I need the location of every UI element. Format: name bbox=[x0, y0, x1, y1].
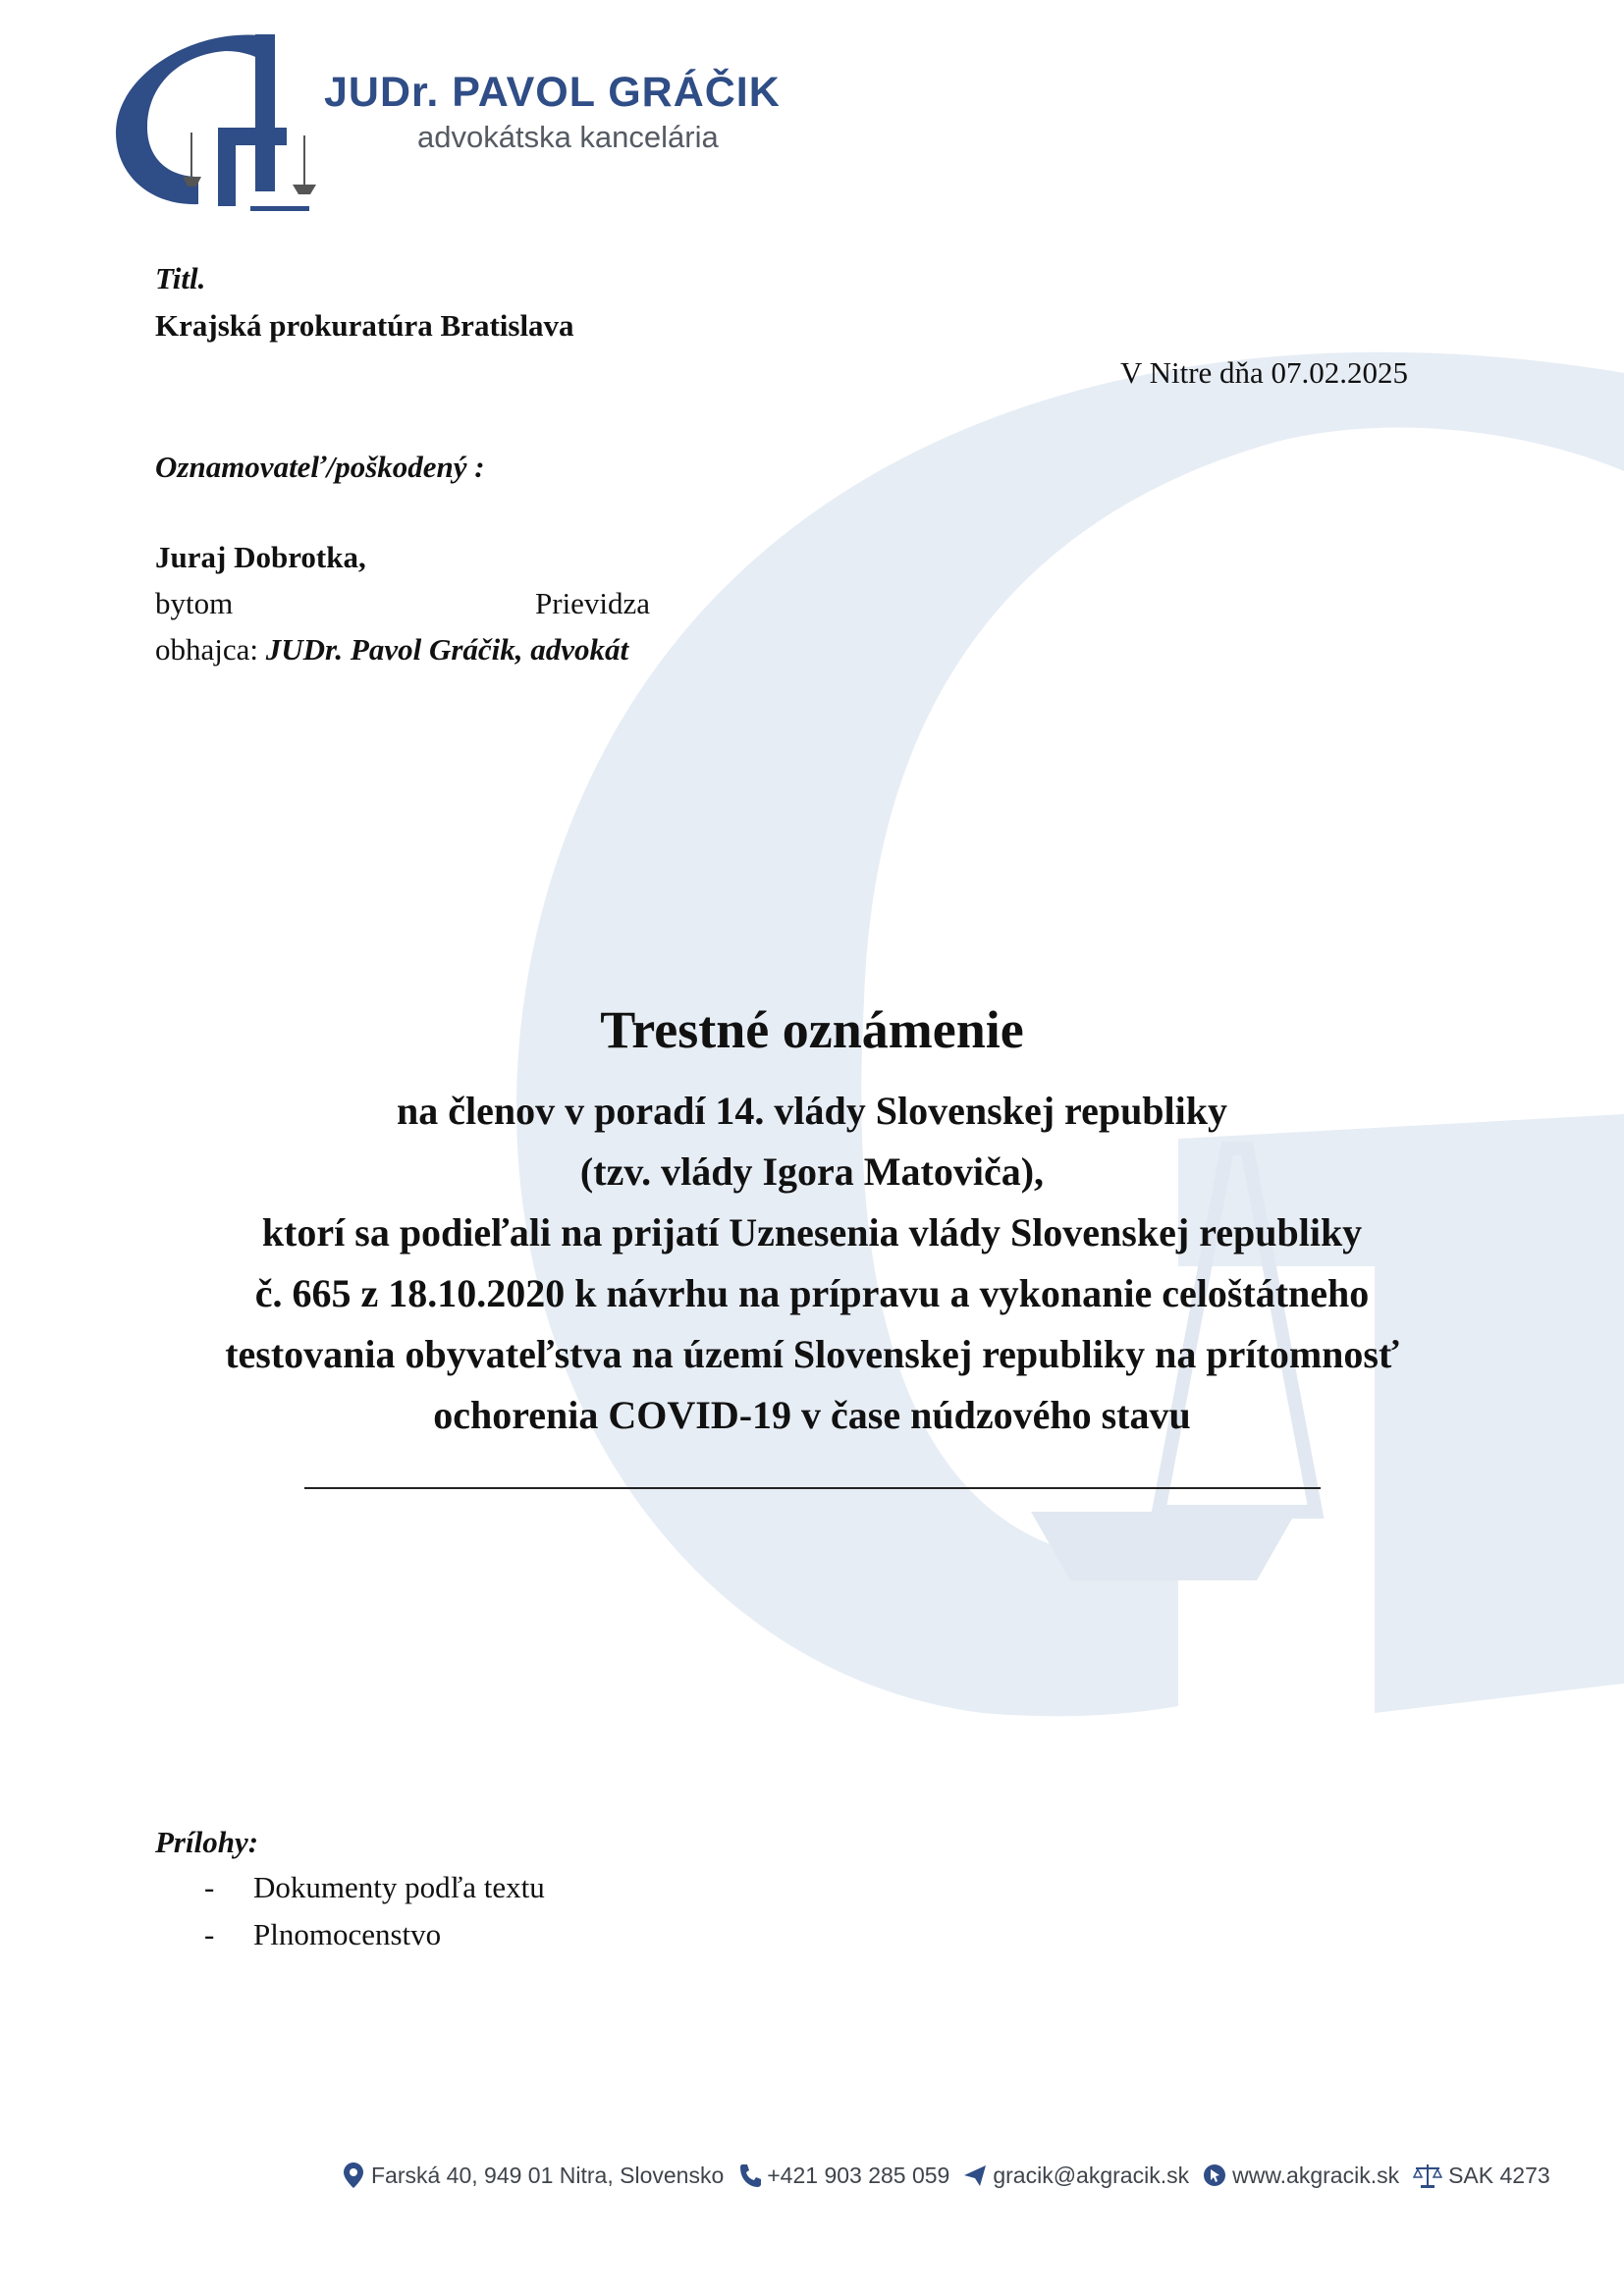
footer-address bbox=[342, 2162, 724, 2189]
footer-bar-id-text: SAK 4273 bbox=[1448, 2162, 1550, 2188]
recipient-institution: Krajská prokuratúra Bratislava bbox=[155, 308, 574, 343]
footer-contact-bar bbox=[342, 2156, 1564, 2195]
attachments-label: Prílohy: bbox=[155, 1825, 259, 1859]
list-item bbox=[106, 1870, 545, 1905]
subtitle-line: testovania obyvateľstva na území Slovenskej republiky na prítomnosť bbox=[225, 1332, 1399, 1376]
firm-name: JUDr. PAVOL GRÁČIK bbox=[324, 69, 781, 116]
defender-label: obhajca: bbox=[155, 632, 259, 667]
location-pin-icon bbox=[342, 2162, 365, 2189]
send-icon bbox=[963, 2162, 987, 2189]
footer-website-text: www.akgracik.sk bbox=[1232, 2162, 1400, 2188]
subtitle-line: č. 665 z 18.10.2020 k návrhu na prípravu a vykonanie celoštátneho bbox=[254, 1271, 1370, 1315]
recipient-salutation: Titl. bbox=[155, 261, 206, 295]
document-subtitle-block bbox=[0, 1081, 1624, 1446]
cursor-icon bbox=[1203, 2162, 1226, 2189]
firm-subtitle: advokátska kancelária bbox=[417, 120, 719, 154]
title-divider bbox=[304, 1487, 1321, 1489]
defender-line bbox=[155, 631, 628, 667]
list-bullet: - bbox=[204, 1917, 215, 1951]
footer-phone[interactable] bbox=[737, 2162, 949, 2189]
footer-phone-text: +421 903 285 059 bbox=[767, 2162, 950, 2188]
place-date: V Nitre dňa 07.02.2025 bbox=[1120, 355, 1409, 390]
g-scales-logo-icon bbox=[108, 29, 324, 211]
subtitle-line: (tzv. vlády Igora Matoviča), bbox=[579, 1149, 1045, 1194]
complainant-name: Juraj Dobrotka, bbox=[155, 540, 366, 574]
document-title: Trestné oznámenie bbox=[600, 1000, 1024, 1059]
attachment-label: Dokumenty podľa textu bbox=[253, 1870, 545, 1904]
document-title-block bbox=[0, 999, 1624, 1060]
phone-icon bbox=[737, 2162, 761, 2189]
footer-email[interactable] bbox=[963, 2162, 1189, 2189]
footer-email-text: gracik@akgracik.sk bbox=[993, 2162, 1190, 2188]
list-bullet: - bbox=[204, 1870, 215, 1904]
complainant-city: Prievidza bbox=[535, 586, 651, 620]
defender-name: JUDr. Pavol Gráčik, advokát bbox=[265, 632, 629, 667]
subtitle-line: ktorí sa podieľali na prijatí Uznesenia vlády Slovenskej republiky bbox=[261, 1210, 1363, 1255]
complainant-label: Oznamovateľ/poškodený : bbox=[155, 450, 485, 484]
footer-website[interactable] bbox=[1203, 2162, 1399, 2189]
list-item bbox=[106, 1917, 441, 1952]
footer-bar-id bbox=[1413, 2162, 1550, 2189]
subtitle-line: ochorenia COVID-19 v čase núdzového stavu bbox=[433, 1393, 1191, 1437]
scales-icon bbox=[1413, 2162, 1442, 2189]
attachment-label: Plnomocenstvo bbox=[253, 1917, 442, 1951]
footer-address-text: Farská 40, 949 01 Nitra, Slovensko bbox=[371, 2162, 725, 2188]
subtitle-line: na členov v poradí 14. vlády Slovenskej republiky bbox=[396, 1089, 1228, 1133]
complainant-address-label: bytom bbox=[155, 586, 234, 620]
